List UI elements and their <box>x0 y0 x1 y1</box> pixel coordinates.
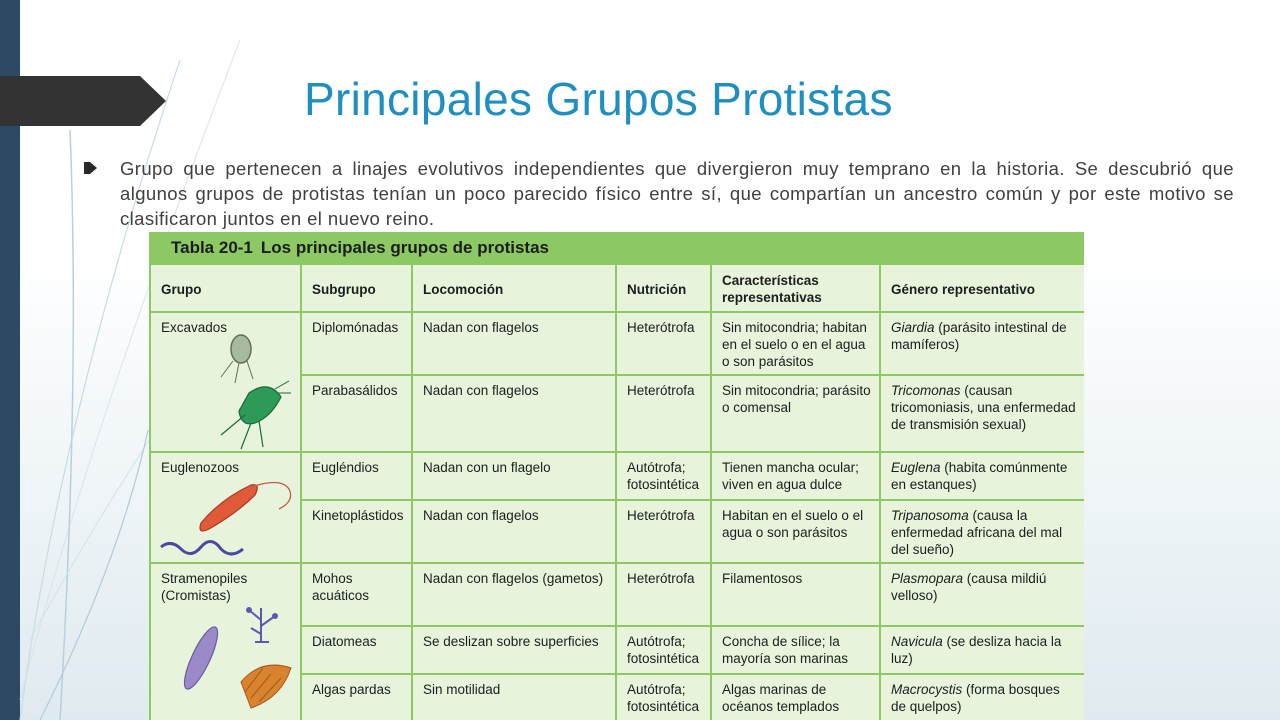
row-nutricion: Heterótrofa <box>616 500 711 563</box>
header-row <box>150 264 1084 312</box>
slide-title: Principales Grupos Protistas <box>304 73 893 125</box>
row-subgrupo: Algas pardas <box>301 674 412 720</box>
group-cell-euglenozoos <box>150 452 301 563</box>
row-genero <box>880 674 1084 720</box>
row-subgrupo: Parabasálidos <box>301 375 412 452</box>
row-locomocion: Nadan con flagelos <box>412 312 616 375</box>
header-grupo: Grupo <box>150 264 301 312</box>
genus-note: (habita comúnmente en estanques) <box>891 460 1068 492</box>
row-caracteristicas: Sin mitocondria; parásito o comensal <box>711 375 880 452</box>
table-row <box>150 563 1084 626</box>
euglenozoos-organism-illustration <box>151 469 301 561</box>
header-caracteristicas: Características representativas <box>711 264 880 312</box>
row-caracteristicas: Algas marinas de océanos templados <box>711 674 880 720</box>
row-nutricion: Autótrofa; fotosintética <box>616 674 711 720</box>
title-banner-shape <box>0 76 166 126</box>
genus-name: Giardia <box>891 320 935 335</box>
row-locomocion: Se deslizan sobre superficies <box>412 626 616 674</box>
row-caracteristicas: Sin mitocondria; habitan en el suelo o en el agua o son parásitos <box>711 312 880 375</box>
table-row <box>150 312 1084 375</box>
genus-name: Tripanosoma <box>891 508 969 523</box>
header-locomocion: Locomoción <box>412 264 616 312</box>
genus-name: Macrocystis <box>891 682 963 697</box>
row-nutricion: Autótrofa; fotosintética <box>616 452 711 500</box>
row-genero <box>880 563 1084 626</box>
row-subgrupo: Diatomeas <box>301 626 412 674</box>
row-genero <box>880 500 1084 563</box>
row-genero <box>880 312 1084 375</box>
row-nutricion: Autótrofa; fotosintética <box>616 626 711 674</box>
row-subgrupo: Eugléndios <box>301 452 412 500</box>
protist-groups-table <box>149 232 1084 720</box>
genus-note: (causa la enfermedad africana del mal del sueño) <box>891 508 1063 557</box>
table-row <box>150 452 1084 500</box>
genus-note: (se desliza hacia la luz) <box>891 634 1062 666</box>
genus-name: Euglena <box>891 460 941 475</box>
group-cell-excavados <box>150 312 301 452</box>
header-subgrupo: Subgrupo <box>301 264 412 312</box>
genus-note: (parásito intestinal de mamíferos) <box>891 320 1067 352</box>
genus-note: (causan tricomoniasis, una enfermedad de transmisión sexual) <box>891 383 1076 432</box>
arrow-bullet-icon <box>84 162 98 174</box>
group-name: Stramenopiles (Cromistas) <box>161 571 248 603</box>
row-genero <box>880 375 1084 452</box>
stramenopiles-organism-illustration <box>171 598 301 720</box>
genus-note: (causa mildiú velloso) <box>891 571 1047 603</box>
genus-name: Tricomonas <box>891 383 961 398</box>
header-genero: Género representativo <box>880 264 1084 312</box>
genus-name: Navicula <box>891 634 943 649</box>
group-name: Excavados <box>161 320 228 335</box>
excavados-organism-illustration <box>211 331 291 451</box>
row-caracteristicas: Filamentosos <box>711 563 880 626</box>
table-caption-number: Tabla 20-1 <box>171 237 253 257</box>
row-caracteristicas: Habitan en el suelo o el agua o son parásitos <box>711 500 880 563</box>
genus-name: Plasmopara <box>891 571 964 586</box>
row-subgrupo: Kinetoplástidos <box>301 500 412 563</box>
table-caption-text: Los principales grupos de protistas <box>260 237 550 257</box>
header-nutricion: Nutrición <box>616 264 711 312</box>
row-nutricion: Heterótrofa <box>616 563 711 626</box>
bullet-text: Grupo que pertenecen a linajes evolutivos independientes que divergieron muy temprano en la historia. Se descubrió que algunos grupos de protistas tenían un poco parecido físico entre sí, que compartían un ancestro común y por este motivo se clasificaron juntos en el nuevo reino. <box>120 158 1234 229</box>
group-cell-stramenopiles <box>150 563 301 720</box>
row-nutricion: Heterótrofa <box>616 375 711 452</box>
row-locomocion: Nadan con flagelos <box>412 500 616 563</box>
genus-note: (forma bosques de quelpos) <box>891 682 1060 714</box>
row-nutricion: Heterótrofa <box>616 312 711 375</box>
row-genero <box>880 452 1084 500</box>
bullet-paragraph <box>84 156 1234 231</box>
row-genero <box>880 626 1084 674</box>
row-subgrupo: Diplomónadas <box>301 312 412 375</box>
table-caption <box>149 232 1084 263</box>
row-locomocion: Nadan con flagelos (gametos) <box>412 563 616 626</box>
row-caracteristicas: Concha de sílice; la mayoría son marinas <box>711 626 880 674</box>
row-caracteristicas: Tienen mancha ocular; viven en agua dulce <box>711 452 880 500</box>
row-locomocion: Nadan con flagelos <box>412 375 616 452</box>
row-locomocion: Nadan con un flagelo <box>412 452 616 500</box>
row-subgrupo: Mohos acuáticos <box>301 563 412 626</box>
row-locomocion: Sin motilidad <box>412 674 616 720</box>
group-name: Euglenozoos <box>161 460 240 475</box>
